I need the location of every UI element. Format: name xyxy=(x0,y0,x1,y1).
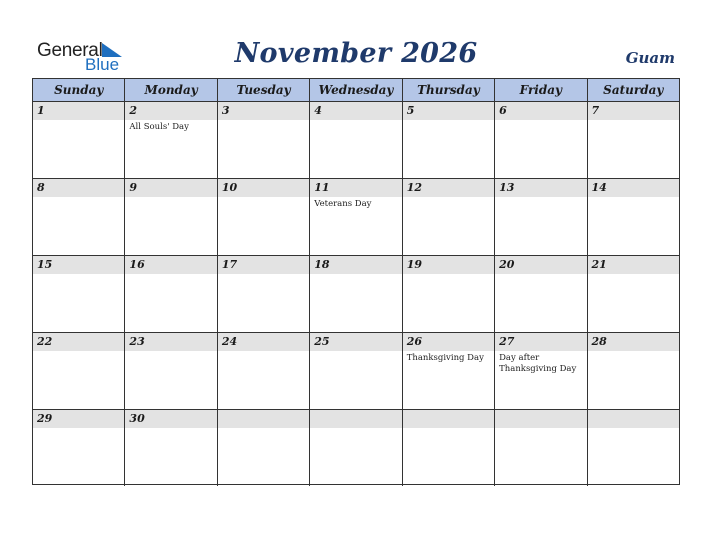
day-number: 14 xyxy=(591,181,607,194)
day-cell[interactable] xyxy=(588,102,679,178)
day-cell[interactable] xyxy=(403,179,495,255)
day-number: 22 xyxy=(37,335,53,348)
day-cell[interactable] xyxy=(218,256,310,332)
day-number: 3 xyxy=(221,104,230,117)
holiday-label: All Souls' Day xyxy=(129,122,189,132)
day-cell[interactable] xyxy=(310,102,402,178)
day-cell[interactable] xyxy=(33,256,125,332)
weekday-header: Thursday xyxy=(403,79,495,101)
day-cell[interactable] xyxy=(495,333,587,409)
day-cell[interactable] xyxy=(403,333,495,409)
day-cell[interactable] xyxy=(310,256,402,332)
day-cell[interactable] xyxy=(218,410,310,486)
day-number: 26 xyxy=(406,335,422,348)
day-number: 23 xyxy=(129,335,145,348)
day-cell[interactable] xyxy=(218,102,310,178)
day-number: 15 xyxy=(37,258,53,271)
day-number: 25 xyxy=(314,335,330,348)
day-number: 30 xyxy=(129,412,145,425)
day-number: 4 xyxy=(314,104,322,117)
weekday-header: Tuesday xyxy=(218,79,310,101)
day-number: 8 xyxy=(37,181,45,194)
holiday-label: Veterans Day xyxy=(314,199,372,209)
day-cell[interactable] xyxy=(588,256,679,332)
day-number: 21 xyxy=(591,258,607,271)
day-cell[interactable] xyxy=(310,179,402,255)
day-cell[interactable] xyxy=(125,256,217,332)
day-cell[interactable] xyxy=(33,410,125,486)
week-row xyxy=(33,102,679,179)
day-cell[interactable] xyxy=(125,102,217,178)
day-cell[interactable] xyxy=(495,102,587,178)
weekday-header: Saturday xyxy=(603,83,664,97)
day-number: 13 xyxy=(499,181,515,194)
day-number: 28 xyxy=(591,335,607,348)
day-number: 5 xyxy=(406,104,415,117)
day-cell[interactable] xyxy=(403,102,495,178)
week-row xyxy=(33,333,679,410)
holiday-label: Day after Thanksgiving Day xyxy=(499,353,577,374)
day-number: 19 xyxy=(406,258,422,271)
weekday-header: Friday xyxy=(495,79,587,101)
day-cell[interactable] xyxy=(33,333,125,409)
week-row xyxy=(33,410,679,486)
day-number: 12 xyxy=(406,181,422,194)
day-number: 24 xyxy=(221,335,238,348)
day-cell[interactable] xyxy=(403,410,495,486)
day-number: 2 xyxy=(129,104,138,117)
day-number: 9 xyxy=(129,181,138,194)
day-cell[interactable] xyxy=(588,333,679,409)
week-row xyxy=(33,179,679,256)
calendar-title: November 2026 xyxy=(234,38,478,69)
day-number: 7 xyxy=(591,104,600,117)
logo-text-blue: Blue xyxy=(85,55,120,74)
day-number: 11 xyxy=(314,181,330,194)
day-cell[interactable] xyxy=(33,179,125,255)
day-cell[interactable] xyxy=(403,256,495,332)
weekday-header: Wednesday xyxy=(310,79,402,101)
day-cell[interactable] xyxy=(33,102,125,178)
day-number: 17 xyxy=(221,258,238,271)
day-number: 10 xyxy=(221,181,238,194)
logo-text-general: General xyxy=(37,40,103,61)
holiday-label: Thanksgiving Day xyxy=(406,353,484,363)
day-cell[interactable] xyxy=(218,179,310,255)
day-number: 20 xyxy=(499,258,515,271)
weekday-header: Monday xyxy=(125,79,217,101)
day-cell[interactable] xyxy=(588,179,679,255)
calendar-grid xyxy=(32,78,680,485)
day-cell[interactable] xyxy=(588,410,679,486)
day-cell[interactable] xyxy=(310,333,402,409)
day-cell[interactable] xyxy=(495,410,587,486)
day-cell[interactable] xyxy=(125,410,217,486)
day-cell[interactable] xyxy=(125,179,217,255)
day-number: 27 xyxy=(499,335,515,348)
week-row xyxy=(33,256,679,333)
day-cell[interactable] xyxy=(495,256,587,332)
weekday-header-row xyxy=(33,79,679,102)
day-cell[interactable] xyxy=(310,410,402,486)
region-label: Guam xyxy=(625,49,675,67)
day-number: 6 xyxy=(499,104,507,117)
weekday-header: Sunday xyxy=(33,79,125,101)
day-number: 1 xyxy=(37,104,45,117)
day-cell[interactable] xyxy=(218,333,310,409)
day-number: 16 xyxy=(129,258,145,271)
day-number: 29 xyxy=(37,412,53,425)
day-cell[interactable] xyxy=(495,179,587,255)
day-cell[interactable] xyxy=(125,333,217,409)
day-number: 18 xyxy=(314,258,330,271)
